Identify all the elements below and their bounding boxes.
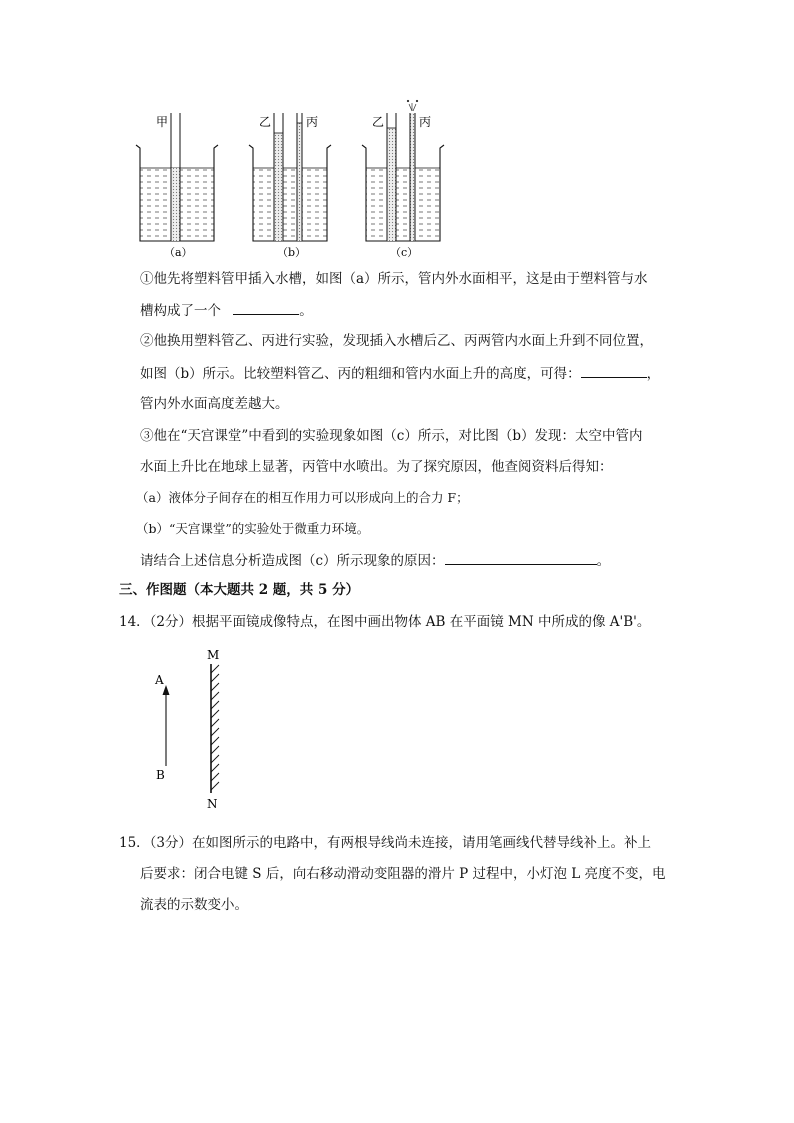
beaker-figure-c [362,100,444,259]
answer-blank-1[interactable] [233,301,299,315]
water-spray-icon [407,100,418,111]
q13-info-b: （b）“天宫课堂”的实验处于微重力环境。 [136,521,370,536]
q13-p3-line1: ③他在“天宫课堂”中看到的实验现象如图（c）所示，对比图（b）发现：太空中管内 [140,428,643,444]
q15-line2: 后要求：闭合电键 S 后，向右移动滑动变阻器的滑片 P 过程中，小灯泡 L 亮度不变，电 [140,866,666,882]
tube-bing-label-c: 丙 [419,115,432,129]
mirror-figure [145,645,235,815]
beaker-figures [130,95,450,260]
answer-blank-2[interactable] [581,364,647,378]
tube-jia-label: 甲 [156,115,169,129]
water-b [253,168,327,241]
q13-p1-line2-end: 。 [299,303,313,319]
caption-c: （c） [390,246,419,259]
beaker-figure-a [136,113,218,259]
q13-p2-line1: ②他换用塑料管乙、丙进行实验，发现插入水槽后乙、丙两管内水面上升到不同位置， [140,333,653,349]
label-a: A [155,673,164,687]
q13-info-a: （a）液体分子间存在的相互作用力可以形成向上的合力 F； [136,490,469,505]
tube-bing-water [297,123,302,241]
caption-b: （b） [277,246,307,259]
tube-jia-water [171,168,180,241]
q14-text: 14．（2分）根据平面镜成像特点，在图中画出物体 AB 在平面镜 MN 中所成的像 A'B'。 [119,614,651,630]
label-n: N [207,797,218,811]
q13-p2-line3: 管内外水面高度差越大。 [140,396,289,412]
q13-p4 [140,551,610,570]
section-heading: 三、作图题（本大题共 2 题，共 5 分） [119,582,360,598]
tube-bing-water-c [410,113,415,241]
tube-yi-label-c: 乙 [372,115,385,129]
label-m: M [207,648,220,662]
q13-p4-text: 请结合上述信息分析造成图（c）所示现象的原因： [140,553,445,569]
q13-p2-line2-text: 如图（b）所示。比较塑料管乙、丙的粗细和管内水面上升的高度，可得： [140,366,581,382]
beaker-figure-b [249,113,331,259]
tube-bing-label-b: 丙 [306,115,319,129]
q13-p3-line2: 水面上升比在地球上显著，丙管中水喷出。为了探究原因，他查阅资料后得知： [140,459,613,475]
tube-yi-label-b: 乙 [259,115,272,129]
q15-line1: 15．（3分）在如图所示的电路中，有两根导线尚未连接，请用笔画线代替导线补上。补上 [119,835,652,851]
q13-p4-end: 。 [596,553,611,569]
q13-p2-line2 [140,364,660,383]
tube-yi-water-c [387,128,396,241]
q15-line3: 流表的示数变小。 [140,897,248,913]
q13-p1-line2 [140,301,313,320]
water-c [366,168,440,241]
q13-p1-line1: ①他先将塑料管甲插入水槽，如图（a）所示，管内外水面相平，这是由于塑料管与水 [140,271,648,287]
q13-p1-line2-text: 槽构成了一个 [140,303,221,319]
mirror-hatching [211,665,219,790]
q13-p2-line2-end: ， [646,366,661,382]
tube-yi-water [274,133,283,241]
caption-a: （a） [164,246,193,259]
answer-blank-3[interactable] [445,551,597,565]
label-b: B [156,768,165,782]
